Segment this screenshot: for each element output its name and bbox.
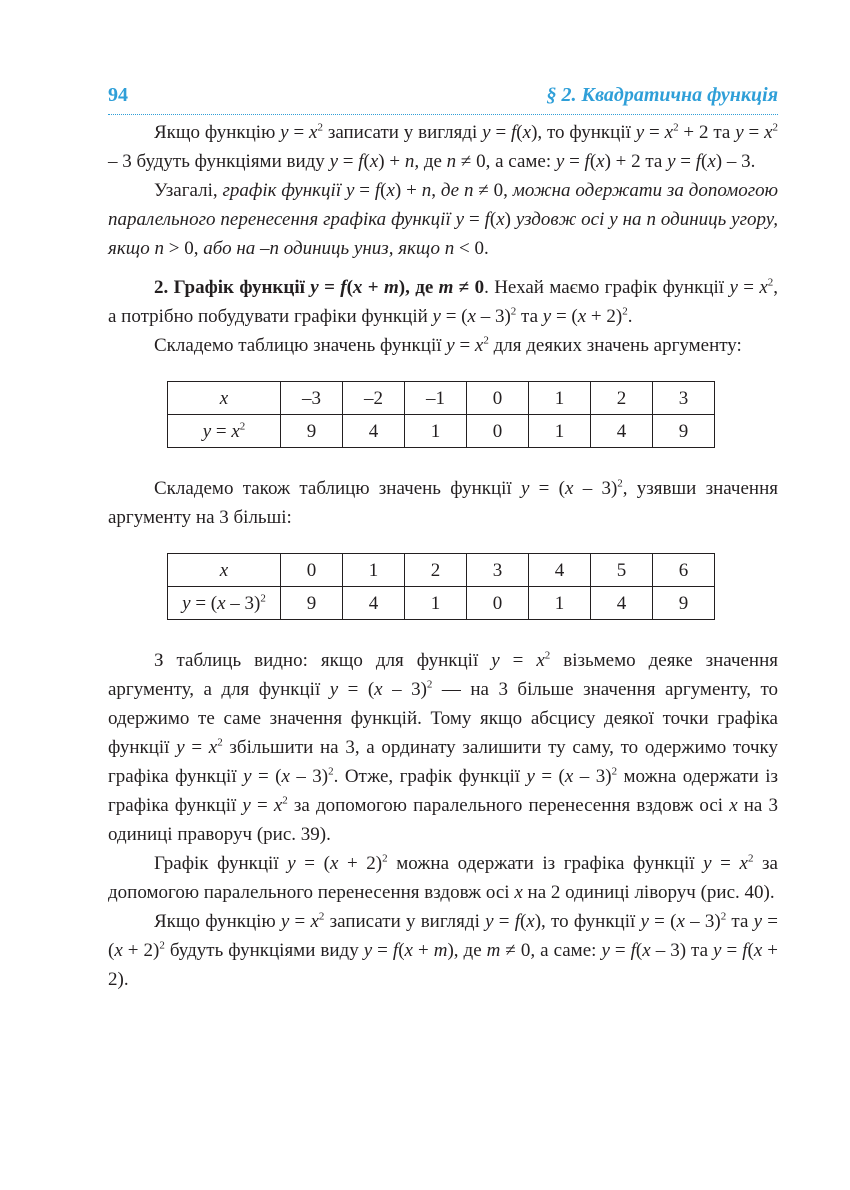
table-cell: 2 [405,554,467,587]
spacer [108,263,778,273]
paragraph-3: 2. Графік функції y = f(x + m), де m ≠ 0. Нехай маємо графік функції $y = x^2$, а потрібно побудувати графіки функцій y = (x – 3)$^2$ та $y = (x + 2)^2$. [108,276,779,327]
paragraph-1: Якщо функцію $y = x^2$ записати у вигляді y = f(x), то функції $y = x^2 + 2$ та $y = x^2 - 3$ будуть функціями виду y = f(x) + n, де n ≠ 0, а саме: y = f(x) + 2 та y = f(x) – 3. [108,121,778,172]
table-header-cell: x [168,382,281,415]
table-header-cell: $y = x^2$ [168,415,281,448]
paragraph-8: Якщо функцію $y = x^2$ записати у вигляді y = f(x), то функції y = (x – 3)$^2$ та $y = (x + 2)^2$ будуть функціями виду y = f(x + m), де m ≠ 0, а саме: y = f(x – 3) та y = f(x + 2). [108,910,779,990]
table-cell: 1 [529,587,591,620]
table-cell: 1 [405,415,467,448]
table-cell: –2 [343,382,405,415]
table-cell: –3 [281,382,343,415]
table-cell: 9 [653,587,715,620]
table-cell: 0 [281,554,343,587]
page-number: 94 [108,84,128,106]
spacer [108,448,778,474]
table-header-cell: y = (x – 3)$^2$ [168,587,281,620]
paragraph-7: Графік функції $y = (x + 2)^2$ можна одержати із графіка функції $y = x^2$ за допомогою паралельного перенесення вздовж осі x на 2 одиниці ліворуч (рис. 40). [108,852,778,903]
table-cell: 5 [591,554,653,587]
table-cell: 4 [591,587,653,620]
table-cell: 0 [467,415,529,448]
table-row [168,554,715,587]
table-row [168,415,715,448]
table-cell: 0 [467,382,529,415]
values-table-2 [167,553,715,620]
table-cell: 4 [343,587,405,620]
table-cell: 4 [529,554,591,587]
table-cell: 9 [281,415,343,448]
paragraph-6: З таблиць видно: якщо для функції $y = x^2$ візьмемо деяке значення аргументу, а для функції y = (x – 3)$^2$ — на 3 більше значення аргументу, то одержимо те саме значення функцій. Тому якщо абсцису деякої точки графіка функції $y = x^2$ збільшити на 3, а ординату залишити ту саму, то одержимо точку графіка функції y = (x – 3)$^2$. Отже, графік функції y = (x – 3)$^2$ можна одержати із графіка функції $y = x^2$ за допомогою паралельного перенесення вздовж осі x на 3 одиниці праворуч (рис. 39). [108,649,779,845]
table-cell: 1 [529,382,591,415]
paragraph-2: Узагалі, графік функції y = f(x) + n, де n ≠ 0, можна одержати за допомогою паралельного перенесення графіка функції y = f(x) уздовж осі y на n одиниць угору, якщо n > 0, або на –n одиниць униз, якщо n < 0. [108,180,779,259]
table-cell: 1 [529,415,591,448]
table-cell: 9 [281,587,343,620]
table-cell: 3 [653,382,715,415]
table-cell: 6 [653,554,715,587]
page-body [108,118,778,994]
table-row [168,382,715,415]
table-cell: 3 [467,554,529,587]
table-cell: 4 [591,415,653,448]
paragraph-5: Складемо також таблицю значень функції y = (x – 3)$^2$, узявши значення аргументу на 3 більші: [108,477,778,528]
spacer [108,620,778,646]
values-table-1 [167,381,715,448]
table-header-cell: x [168,554,281,587]
table-cell: 4 [343,415,405,448]
table-cell: 9 [653,415,715,448]
table-cell: 1 [405,587,467,620]
page-header [108,84,778,116]
table-cell: –1 [405,382,467,415]
paragraph-4: Складемо таблицю значень функції $y = x^2$ для деяких значень аргументу: [154,334,742,356]
table-cell: 2 [591,382,653,415]
table-row [168,587,715,620]
section-title: § 2. Квадратична функція [546,84,778,106]
header-divider [108,114,778,115]
table-cell: 1 [343,554,405,587]
table-cell: 0 [467,587,529,620]
